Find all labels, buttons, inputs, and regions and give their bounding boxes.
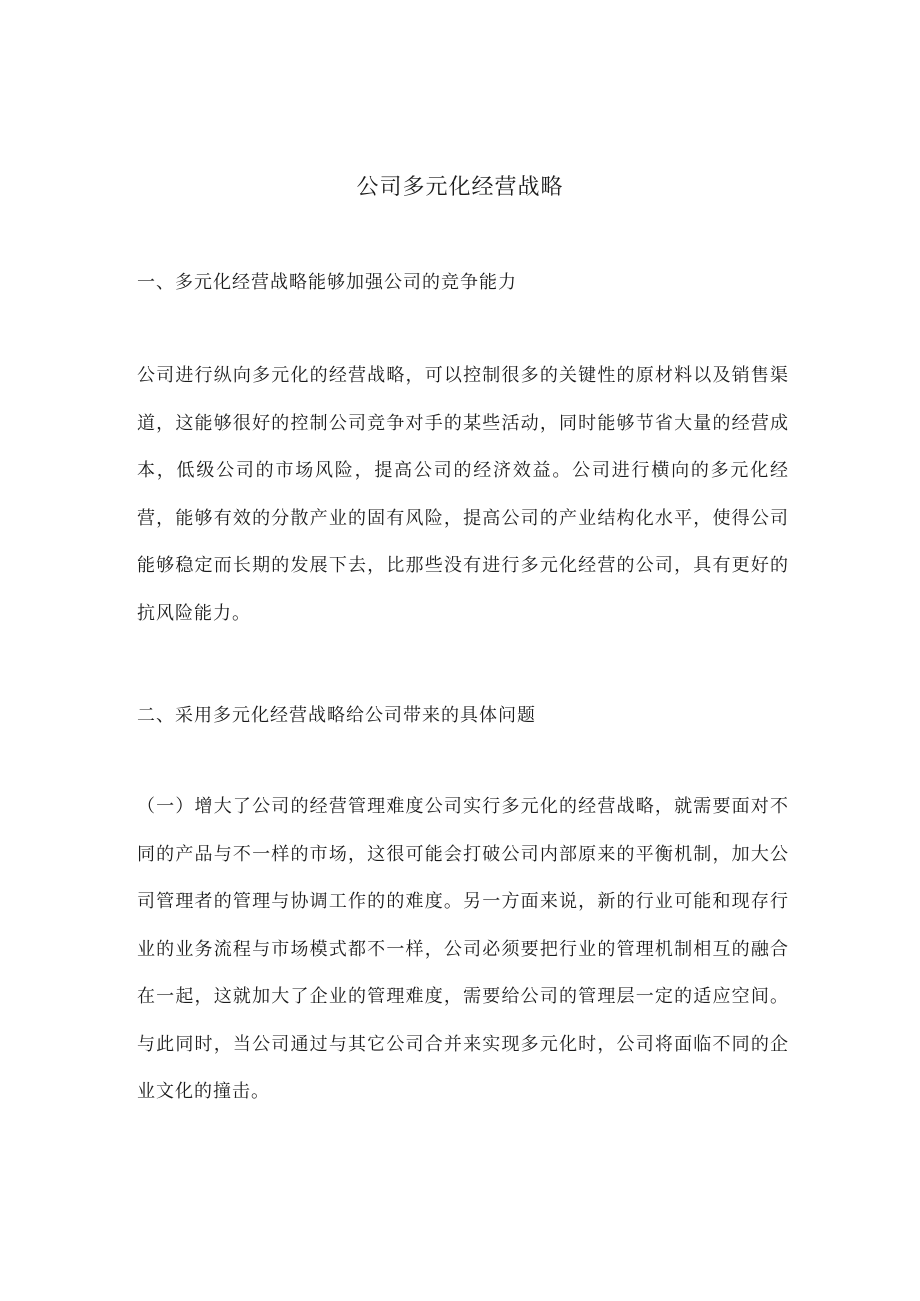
- section-paragraph-2: （一）增大了公司的经营管理难度公司实行多元化的经营战略，就需要面对不同的产品与不一样的市场，这很可能会打破公司内部原来的平衡机制，加大公司管理者的管理与协调工作的的难度。另一方面来说，新的行业可能和现存行业的业务流程与市场模式都不一样，公司必须要把行业的管理机制相互的融合在一起，这就加大了企业的管理难度，需要给公司的管理层一定的适应空间。与此同时，当公司通过与其它公司合并来实现多元化时，公司将面临不同的企业文化的撞击。: [137, 796, 789, 1102]
- document-title: 公司多元化经营战略: [356, 175, 564, 200]
- section-heading-1: 一、多元化经营战略能够加强公司的竞争能力: [137, 272, 517, 293]
- section-heading-2: 二、采用多元化经营战略给公司带来的具体问题: [137, 705, 536, 726]
- section-paragraph-1: 公司进行纵向多元化的经营战略，可以控制很多的关键性的原材料以及销售渠道，这能够很好的控制公司竞争对手的某些活动，同时能够节省大量的经营成本，低级公司的市场风险，提高公司的经济效益。公司进行横向的多元化经营，能够有效的分散产业的固有风险，提高公司的产业结构化水平，使得公司能够稳定而长期的发展下去，比那些没有进行多元化经营的公司，具有更好的抗风险能力。: [137, 365, 789, 624]
